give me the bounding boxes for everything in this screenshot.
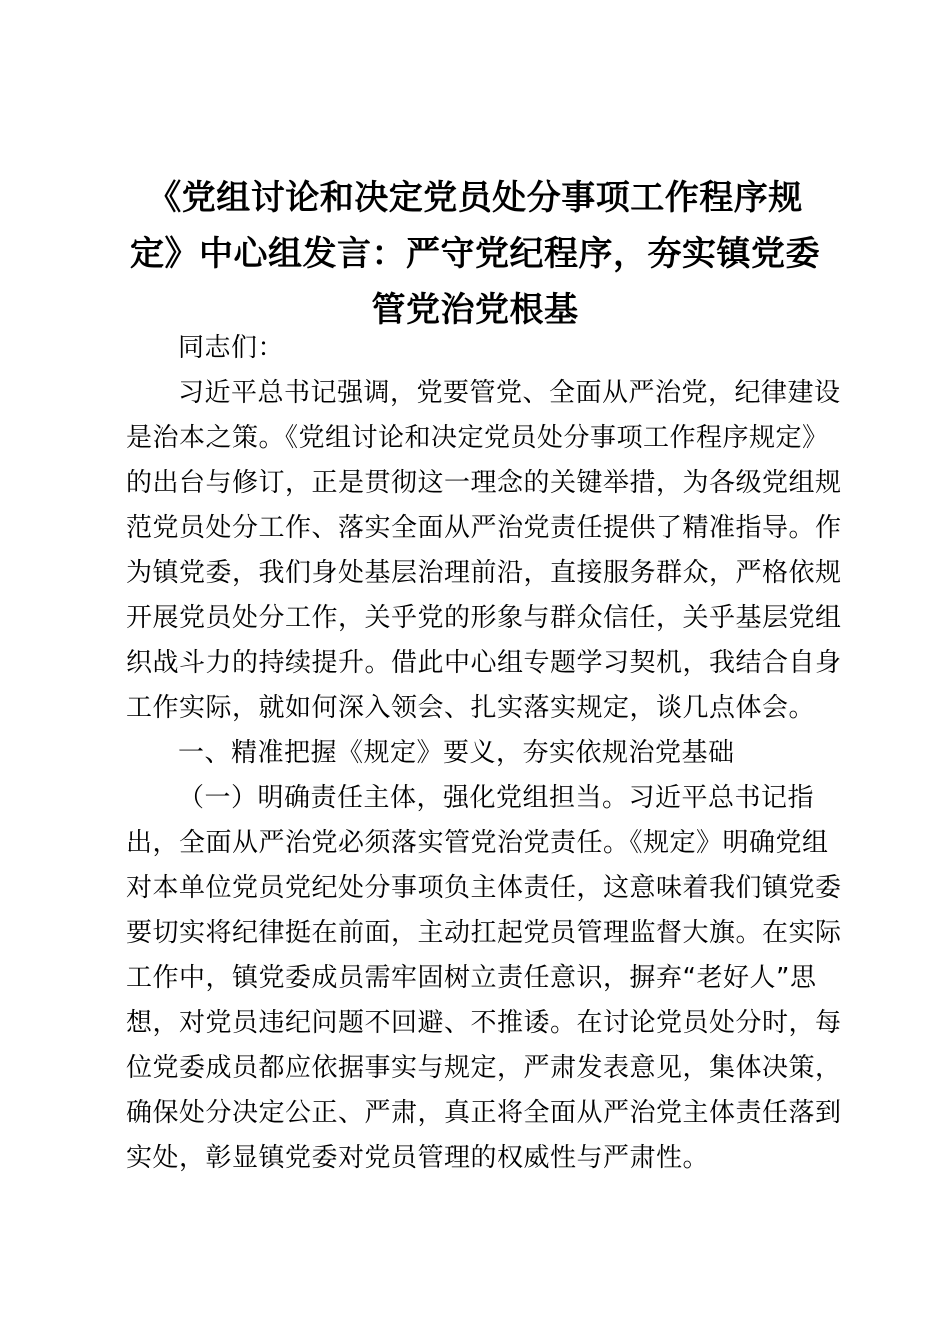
text-line: 要切实将纪律挺在前面，主动扛起党员管理监督大旗。在实际 bbox=[126, 918, 842, 948]
text-line: 工作中，镇党委成员需牢固树立责任意识，摒弃“老好人”思 bbox=[126, 963, 817, 993]
text-line: 实处，彰显镇党委对党员管理的权威性与严肃性。 bbox=[126, 1143, 710, 1173]
paragraph-responsibility bbox=[126, 776, 842, 1181]
text-line: 位党委成员都应依据事实与规定，严肃发表意见，集体决策， bbox=[126, 1053, 842, 1083]
document-title bbox=[118, 170, 832, 338]
text-line: 为镇党委，我们身处基层治理前沿，直接服务群众，严格依规 bbox=[126, 558, 842, 588]
greeting: 同志们： bbox=[178, 333, 285, 363]
title-line: 《党组讨论和决定党员处分事项工作程序规 bbox=[147, 178, 803, 218]
paragraph-intro bbox=[126, 371, 842, 731]
text-line: 对本单位党员党纪处分事项负主体责任，这意味着我们镇党委 bbox=[126, 873, 842, 903]
title-line: 管党治党根基 bbox=[371, 290, 579, 330]
text-line: 范党员处分工作、落实全面从严治党责任提供了精准指导。作 bbox=[126, 513, 842, 543]
document-body bbox=[126, 326, 842, 1181]
text-line: 的出台与修订，正是贯彻这一理念的关键举措，为各级党组规 bbox=[126, 468, 842, 498]
section-heading: 一、精准把握《规定》要义，夯实依规治党基础 bbox=[178, 738, 735, 768]
title-line: 定》中心组发言：严守党纪程序，夯实镇党委 bbox=[130, 234, 820, 274]
text-line: 工作实际，就如何深入领会、扎实落实规定，谈几点体会。 bbox=[126, 693, 816, 723]
text-line: 想，对党员违纪问题不回避、不推诿。在讨论党员处分时，每 bbox=[126, 1008, 842, 1038]
text-line: （一）明确责任主体，强化党组担当。习近平总书记指 bbox=[178, 783, 815, 813]
text-line: 是治本之策。《党组讨论和决定党员处分事项工作程序规定》 bbox=[126, 423, 829, 453]
text-line: 开展党员处分工作，关乎党的形象与群众信任，关乎基层党组 bbox=[126, 603, 842, 633]
text-line: 确保处分决定公正、严肃，真正将全面从严治党主体责任落到 bbox=[126, 1098, 842, 1128]
text-line: 出，全面从严治党必须落实管党治党责任。《规定》明确党组 bbox=[126, 828, 829, 858]
text-line: 习近平总书记强调，党要管党、全面从严治党，纪律建设 bbox=[178, 378, 841, 408]
text-line: 织战斗力的持续提升。借此中心组专题学习契机，我结合自身 bbox=[126, 648, 842, 678]
